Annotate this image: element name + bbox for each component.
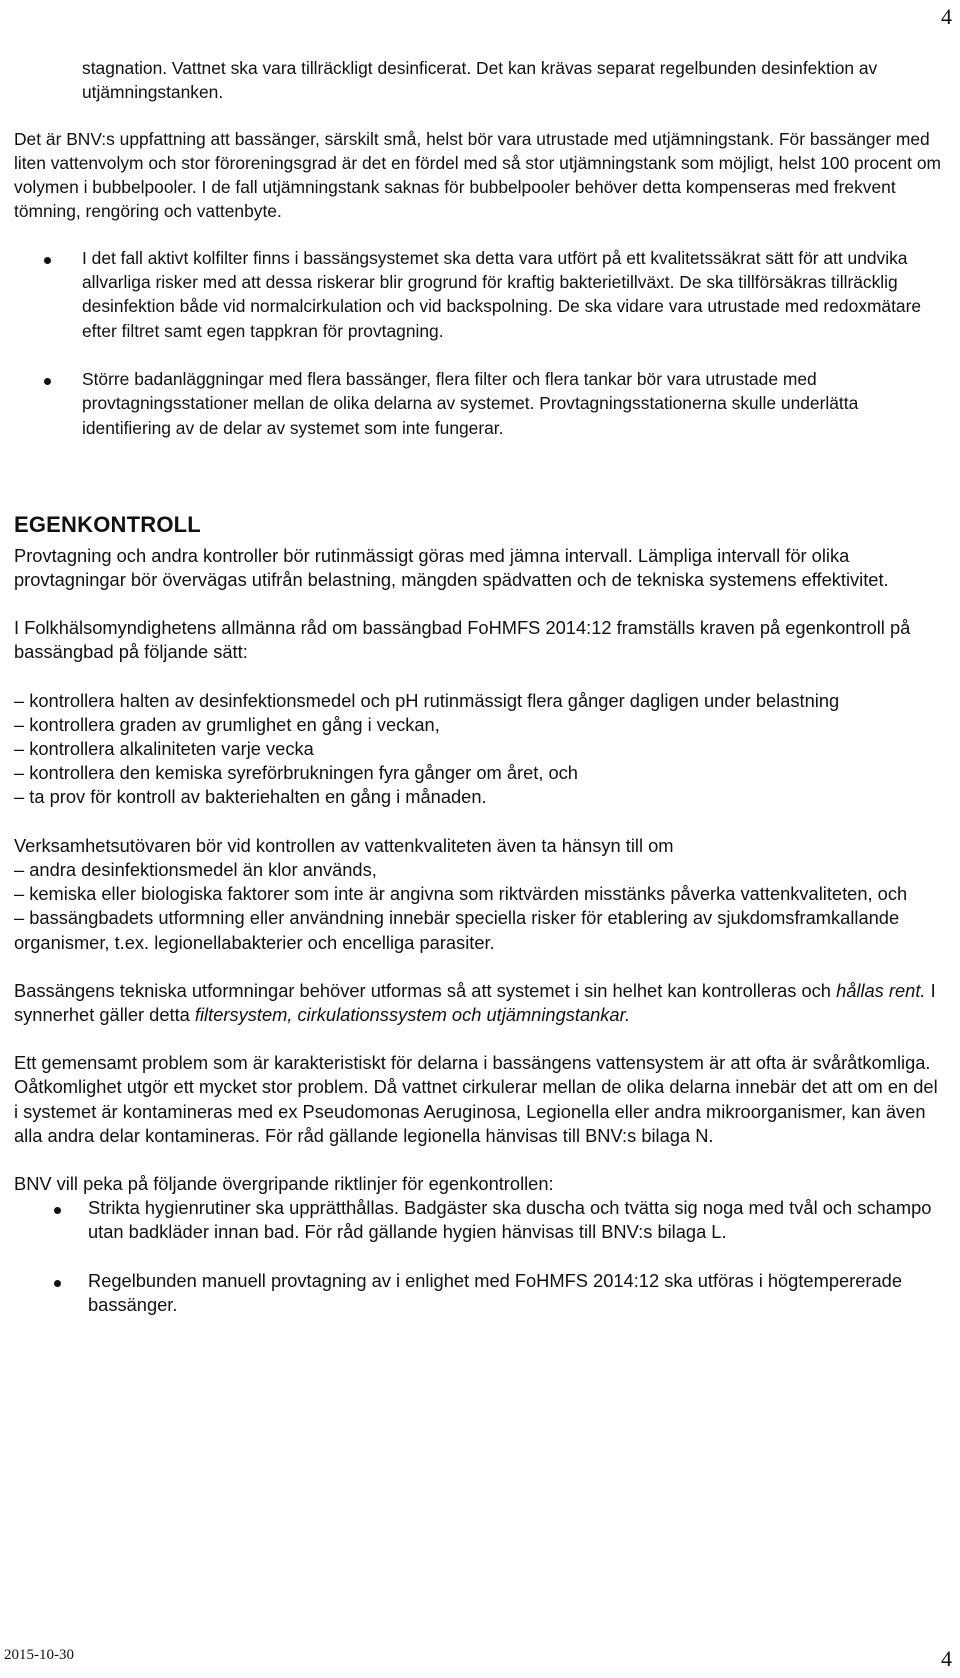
dash-list-controls <box>14 689 944 810</box>
list-item <box>14 1269 944 1317</box>
bullet-list-systems <box>14 246 944 440</box>
list-item <box>14 367 944 440</box>
dash-item: – andra desinfektionsmedel än klor används, <box>14 858 377 880</box>
dash-list-operator <box>14 858 944 955</box>
paragraph-technical-design <box>14 979 944 1027</box>
paragraph-guidelines-intro: BNV vill peka på följande övergripande riktlinjer för egenkontrollen: <box>14 1172 554 1194</box>
italic-run: hållas rent. <box>836 979 926 1001</box>
text-run: I synnerhet gäller detta <box>14 979 936 1025</box>
paragraph-operator-intro: Verksamhetsutövaren bör vid kontrollen av vattenkvaliteten även ta hänsyn till om <box>14 834 674 856</box>
bullet-text-sampling: Regelbunden manuell provtagning av i enlighet med FoHMFS 2014:12 ska utföras i högtempererade bassänger. <box>88 1269 903 1315</box>
section-heading-egenkontroll: EGENKONTROLL <box>14 511 201 537</box>
italic-run: filtersystem, cirkulationssystem och utjämningstankar. <box>194 1003 631 1025</box>
bullet-dot <box>44 257 51 264</box>
egenkontroll-section <box>14 544 944 1317</box>
paragraph-bnv-utjamningstank: Det är BNV:s uppfattning att bassänger, särskilt små, helst bör vara utrustade med utjämningstank. För bassänger med liten vattenvolym och stor föroreningsgrad är det en fördel med så stor utjämningstank som möjligt, helst 100 procent om volymen i bubbelpooler. I de fall utjämningstank saknas för bubbelpooler behöver detta kompenseras med frekvent tömning, rengöring och vattenbyte. <box>14 128 941 222</box>
bullet-dot <box>54 1280 61 1287</box>
page-number-bottom: 4 <box>941 1646 952 1671</box>
dash-item: – kontrollera graden av grumlighet en gång i veckan, <box>14 713 440 735</box>
bullet-dot <box>44 378 51 385</box>
dash-item: – kontrollera alkaliniteten varje vecka <box>14 738 314 760</box>
page-number-top: 4 <box>941 4 952 29</box>
bullet-list-guidelines <box>14 1196 944 1317</box>
dash-item: – kontrollera den kemiska syreförbrukningen fyra gånger om året, och <box>14 762 578 784</box>
bullet-dot <box>54 1207 61 1214</box>
paragraph-stagnation: stagnation. Vattnet ska vara tillräckligt desinficerat. Det kan krävas separat regelbunden desinfektion av utjämningstanken. <box>82 58 878 103</box>
dash-item: – ta prov för kontroll av bakteriehalten en gång i månaden. <box>14 786 487 808</box>
bullet-text-hygiene: Strikta hygienrutiner ska upprätthållas. Badgäster ska duscha och tvätta sig noga med tvål och schampo utan badkläder innan bad. För råd gällande hygien hänvisas till BNV:s bilaga L. <box>88 1197 932 1243</box>
list-item <box>14 246 944 343</box>
document-body <box>14 56 944 1317</box>
footer-date: 2015-10-30 <box>4 1647 74 1663</box>
paragraph-common-problem: Ett gemensamt problem som är karakteristiskt för delarna i bassängens vattensystem är att ofta är svåråtkomliga. Oåtkomlighet utgör ett mycket stor problem. Då vattnet cirkulerar mellan de olika delarna innebär det att om en del i systemet är kontamineras med ex Pseudomonas Aeruginosa, Legionella eller andra mikroorganismer, kan även alla andra delar kontamineras. För råd gällande legionella hänvisas till BNV:s bilaga N. <box>14 1052 938 1146</box>
text-run: Bassängens tekniska utformningar behöver utformas så att systemet i sin helhet kan kontrolleras och <box>14 979 837 1001</box>
list-item <box>14 1196 944 1244</box>
bullet-text-kolfilter: I det fall aktivt kolfilter finns i bassängsystemet ska detta vara utfört på ett kvalitetssäkrat sätt för att undvika allvarliga risker med att dessa riskerar blir grogrund för kraftig bakterietillväxt. De ska tillförsäkras tillräcklig desinfektion både vid normalcirkulation och vid backspolning. De ska vidare vara utrustade med redoxmätare efter filtret samt egen tappkran för provtagning. <box>82 247 922 341</box>
paragraph-fohmfs-intro: I Folkhälsomyndighetens allmänna råd om bassängbad FoHMFS 2014:12 framställs kraven på egenkontroll på bassängbad på följande sätt: <box>14 617 911 663</box>
dash-item: – bassängbadets utformning eller användning innebär speciella risker för etablering av sjukdomsframkallande organismer, t.ex. legionellabakterier och encelliga parasiter. <box>14 907 900 953</box>
bullet-text-provtagningsstationer: Större badanläggningar med flera bassänger, flera filter och flera tankar bör vara utrustade med provtagningsstationer mellan de olika delarna av systemet. Provtagningsstationerna skulle underlätta identifiering av de delar av systemet som inte fungerar. <box>82 368 859 438</box>
dash-item: – kontrollera halten av desinfektionsmedel och pH rutinmässigt flera gånger dagligen under belastning <box>14 689 840 711</box>
paragraph-provtagning: Provtagning och andra kontroller bör rutinmässigt göras med jämna intervall. Lämpliga intervall för olika provtagningar bör övervägas utifrån belastning, mängden spädvatten och de tekniska systemens effektivitet. <box>14 544 889 591</box>
dash-item: – kemiska eller biologiska faktorer som inte är angivna som riktvärden misstänks påverka vattenkvaliteten, och <box>14 883 908 905</box>
